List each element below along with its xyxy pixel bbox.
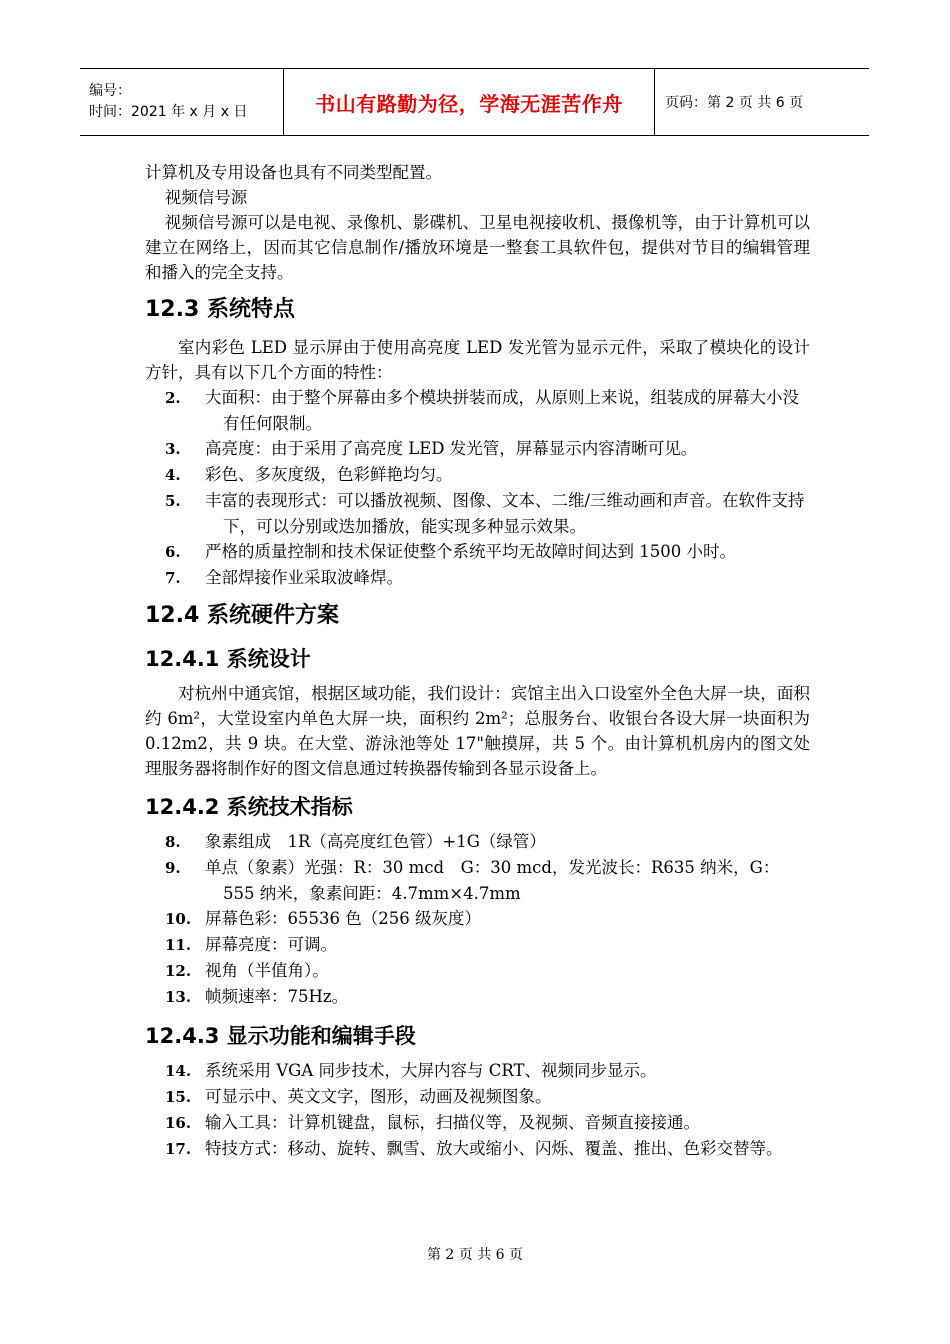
- document-body: [145, 160, 810, 1166]
- feature-list: [145, 385, 810, 591]
- list-item: 7. 全部焊接作业采取波峰焊。: [165, 568, 403, 587]
- list-item: 9. 单点（象素）光强：R：30 mcd G：30 mcd，发光波长：R635 纳米，G：555 纳米，象素间距：4.7mm×4.7mm: [165, 858, 780, 903]
- header-number-label: 编号：: [89, 83, 131, 99]
- list-item: 5. 丰富的表现形式：可以播放视频、图像、文本、二维/三维动画和声音。在软件支持下，可以分别或迭加播放，能实现多种显示效果。: [165, 491, 805, 536]
- paragraph: 室内彩色 LED 显示屏由于使用高亮度 LED 发光管为显示元件，采取了模块化的设计方针，具有以下几个方面的特性：: [145, 338, 810, 382]
- section-heading: 12.4 系统硬件方案: [145, 603, 339, 628]
- list-item: 12. 视角（半值角）。: [165, 961, 329, 980]
- list-item: 17. 特技方式：移动、旋转、飘雪、放大或缩小、闪烁、覆盖、推出、色彩交替等。: [165, 1139, 783, 1158]
- list-item: 2. 大面积：由于整个屏幕由多个模块拼装而成，从原则上来说，组装成的屏幕大小没有任何限制。: [165, 388, 799, 433]
- header-right-cell: [655, 69, 869, 135]
- page-header: [80, 68, 869, 136]
- list-item: 16. 输入工具：计算机键盘，鼠标，扫描仪等，及视频、音频直接接通。: [165, 1113, 700, 1132]
- page-footer: 第 2 页 共 6 页: [426, 1247, 524, 1263]
- header-page-info: 页码：第 2 页 共 6 页: [665, 95, 804, 111]
- function-list: [145, 1058, 810, 1162]
- paragraph: 计算机及专用设备也具有不同类型配置。: [145, 163, 442, 182]
- header-left-cell: [80, 69, 283, 135]
- header-motto-cell: [283, 69, 655, 135]
- header-time-label: 时间：2021 年 x 月 x 日: [89, 104, 248, 120]
- list-item: 13. 帧频速率：75Hz。: [165, 987, 349, 1006]
- subsection-heading: 12.4.1 系统设计: [145, 647, 311, 671]
- list-item: 3. 高亮度：由于采用了高亮度 LED 发光管，屏幕显示内容清晰可见。: [165, 439, 698, 458]
- paragraph: 对杭州中通宾馆，根据区域功能，我们设计：宾馆主出入口设室外全色大屏一块，面积约 6m²，大堂设室内单色大屏一块，面积约 2m²；总服务台、收银台各设大屏一块面积为 0.12m2，共 9 块。在大堂、游泳池等处 17"触摸屏，共 5 个。由计算机机房内的图文处理服务器将制作好的图文信息通过转换器传输到各显示设备上。: [145, 684, 810, 778]
- paragraph: 视频信号源: [164, 188, 248, 207]
- section-heading: 12.3 系统特点: [145, 297, 295, 322]
- list-item: 11. 屏幕亮度：可调。: [165, 935, 337, 954]
- list-item: 4. 彩色、多灰度级，色彩鲜艳均匀。: [165, 465, 453, 484]
- spec-list: [145, 829, 810, 1010]
- header-motto: 书山有路勤为径，学海无涯苦作舟: [315, 91, 623, 116]
- list-item: 10. 屏幕色彩：65536 色（256 级灰度）: [165, 909, 481, 928]
- list-item: 6. 严格的质量控制和技术保证使整个系统平均无故障时间达到 1500 小时。: [165, 542, 736, 561]
- list-item: 14. 系统采用 VGA 同步技术，大屏内容与 CRT、视频同步显示。: [165, 1061, 657, 1080]
- paragraph: 视频信号源可以是电视、录像机、影碟机、卫星电视接收机、摄像机等，由于计算机可以建立在网络上，因而其它信息制作/播放环境是一整套工具软件包，提供对节目的编辑管理和播入的完全支持。: [145, 213, 810, 282]
- list-item: 8. 象素组成 1R（高亮度红色管）+1G（绿管）: [165, 832, 546, 851]
- list-item: 15. 可显示中、英文文字，图形，动画及视频图象。: [165, 1087, 552, 1106]
- subsection-heading: 12.4.3 显示功能和编辑手段: [145, 1024, 416, 1048]
- subsection-heading: 12.4.2 系统技术指标: [145, 795, 353, 819]
